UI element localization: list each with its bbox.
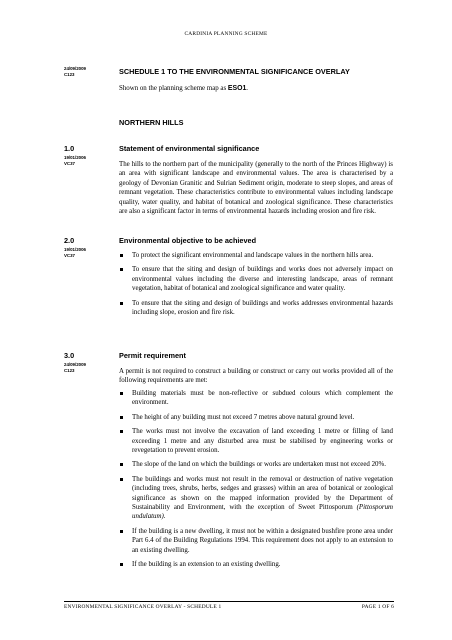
list-item [119, 251, 393, 260]
list-item-end: . [163, 513, 166, 521]
list-item-text: The height of any building must not exceed 7 metres above natural ground level. [132, 413, 355, 421]
section-1-date: 19/01/2006 [64, 155, 86, 160]
section-3-date: 24/09/2009 [64, 362, 86, 367]
bullet-icon [120, 478, 123, 481]
section-1-margin-note [64, 155, 86, 167]
list-item-text: The slope of the land on which the buildings or works are undertaken must not exceed 20%. [132, 461, 386, 469]
schedule-date: 24/09/2009 [64, 66, 86, 71]
area-title: NORTHERN HILLS [119, 118, 184, 127]
section-1-number: 1.0 [64, 144, 75, 153]
list-item-text: To ensure that the siting and design of buildings and works does not adversely impact on environmental values including the diverse and interesting landscape, areas of remnant vegetation, habitat of botanical and zoological significance and water quality. [132, 266, 393, 293]
list-item [119, 460, 393, 469]
section-2-title: Environmental objective to be achieved [119, 236, 257, 245]
list-item-text: If the building is a new dwelling, it must not be within a designated bushfire prone area under Part 6.4 of the Building Regulations 1994. This requirement does not apply to an extension to an existing dwelling. [132, 527, 393, 554]
bullet-icon [120, 268, 123, 271]
bullet-icon [120, 430, 123, 433]
list-item [119, 265, 393, 293]
bullet-icon [120, 416, 123, 419]
list-item [119, 475, 393, 522]
running-header: CARDINIA PLANNING SCHEME [184, 31, 268, 37]
map-note [119, 84, 393, 93]
bullet-icon [120, 530, 123, 533]
section-3-margin-note [64, 362, 86, 374]
section-1-amendment: VC37 [64, 161, 75, 166]
section-2-amendment: VC37 [64, 253, 75, 258]
section-2-date: 19/01/2006 [64, 247, 86, 252]
list-item [119, 527, 393, 555]
list-item [119, 299, 393, 318]
schedule-amendment: C123 [64, 72, 75, 77]
list-item-text: To ensure that the siting and design of buildings and works addresses environmental hazards including slope, erosion and fire risk. [132, 299, 393, 317]
list-item-text: If the building is an extension to an existing dwelling. [132, 561, 281, 569]
section-2-bullet-list [119, 251, 393, 317]
list-item [119, 389, 393, 408]
list-item-text: The works must not involve the excavation of land exceeding 1 metre or filling of land exceeding 1 metre and any disturbed area must be stabilised by engineering works or revegetation to prevent erosion. [132, 428, 393, 455]
footer-page-number: PAGE 1 OF 6 [361, 604, 394, 610]
section-1-title: Statement of environmental significance [119, 144, 260, 153]
list-item [119, 427, 393, 455]
map-note-prefix: Shown on the planning scheme map as [119, 85, 228, 92]
section-1-paragraph: The hills to the northern part of the municipality (generally to the north of the Princes Highway) is an area with significant landscape and environmental values. The area is characterised by a geology of Devonian Granitic and Sulrian Sediment origin, moderate to steep slopes, and areas of remnant vegetation. These characteristics contribute to environmental values including landscape quality, water quality, and habitat of botanical and zoological significance. These characteristics are also a significant factor in terms of environmental hazards including erosion and fire risk. [119, 161, 393, 216]
section-3-bullet-list [119, 389, 393, 570]
schedule-title: SCHEDULE 1 TO THE ENVIRONMENTAL SIGNIFICANCE OVERLAY [119, 67, 350, 76]
section-3-number: 3.0 [64, 351, 75, 360]
list-item-text: The buildings and works must not result in the removal or destruction of native vegetation (including trees, shrubs, herbs, sedges and grasses) within an area of botanical or zoological significance as shown on the mapped information provided by the Department of Sustainability and Environment, with the exception of Sweet Pittosporum [132, 475, 393, 512]
footer-divider [64, 601, 394, 602]
bullet-icon [120, 392, 123, 395]
species-name: (Pittosporum undulatum) [132, 504, 393, 521]
section-2-number: 2.0 [64, 236, 75, 245]
section-3-title: Permit requirement [119, 351, 186, 360]
footer-document-title: ENVIRONMENTAL SIGNIFICANCE OVERLAY - SCHEDULE 1 [64, 604, 222, 610]
list-item-text: To protect the significant environmental and landscape values in the northern hills area. [132, 252, 374, 259]
list-item-text: Building materials must be non-reflective or subdued colours which complement the environment. [132, 390, 393, 407]
list-item [119, 560, 393, 569]
map-note-suffix: . [246, 85, 249, 92]
section-2-margin-note [64, 247, 86, 259]
bullet-icon [120, 463, 123, 466]
bullet-icon [120, 563, 123, 566]
section-3-amendment: C123 [64, 368, 75, 373]
map-reference: ESO1 [227, 85, 247, 92]
list-item [119, 413, 393, 422]
schedule-margin-note [64, 66, 86, 78]
bullet-icon [120, 254, 123, 257]
bullet-icon [120, 302, 123, 305]
section-3-intro: A permit is not required to construct a building or construct or carry out works provided all of the following requirements are met: [119, 368, 393, 385]
